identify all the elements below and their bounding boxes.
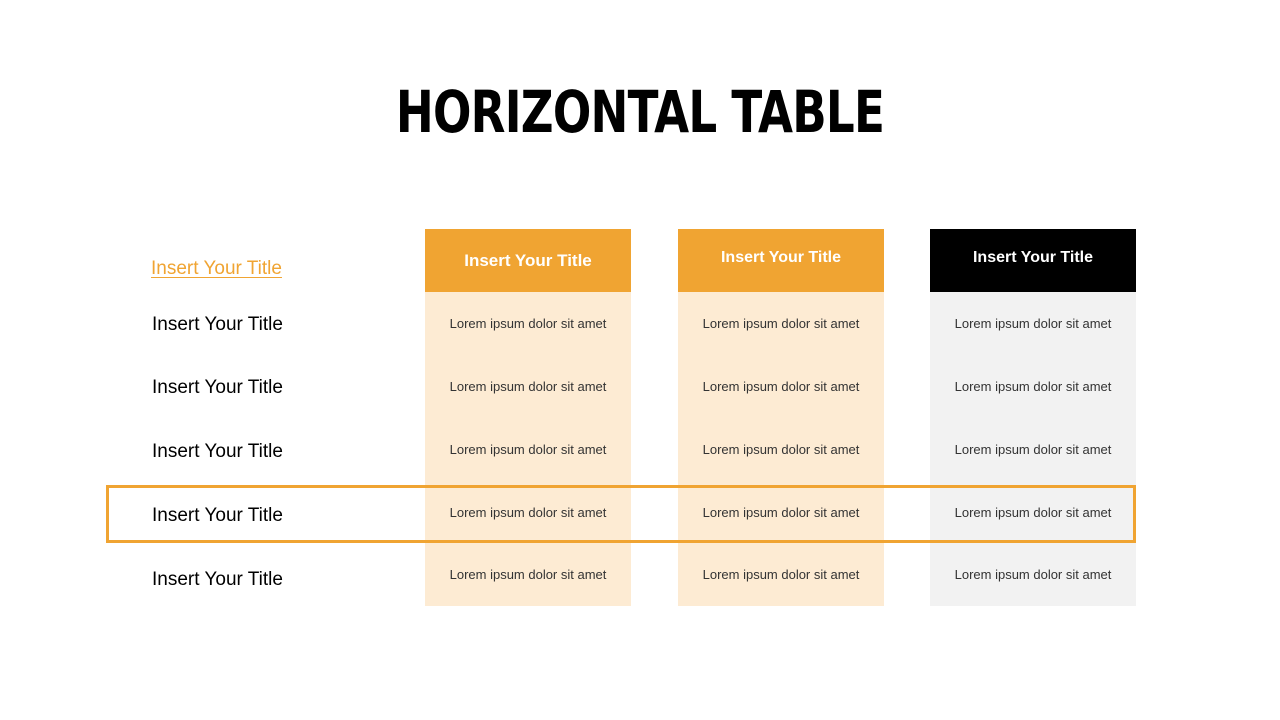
row-label: Insert Your Title <box>152 441 283 462</box>
row-label: Insert Your Title <box>152 569 283 590</box>
table-column-2 <box>678 229 884 606</box>
column-body <box>930 292 1136 606</box>
table-cell: Lorem ipsum dolor sit amet <box>954 442 1112 457</box>
table-cell: Lorem ipsum dolor sit amet <box>449 442 607 457</box>
table-cell: Lorem ipsum dolor sit amet <box>702 442 860 457</box>
header-link[interactable]: Insert Your Title <box>151 258 282 279</box>
column-header <box>930 229 1136 292</box>
column-body <box>678 292 884 606</box>
table-cell: Lorem ipsum dolor sit amet <box>954 505 1112 520</box>
table-cell: Lorem ipsum dolor sit amet <box>954 379 1112 394</box>
table-cell: Lorem ipsum dolor sit amet <box>449 505 607 520</box>
table-cell: Lorem ipsum dolor sit amet <box>954 316 1112 331</box>
column-header <box>678 229 884 292</box>
table-cell: Lorem ipsum dolor sit amet <box>702 505 860 520</box>
table-cell: Lorem ipsum dolor sit amet <box>702 567 860 582</box>
column-header-label: Insert Your Title <box>972 248 1094 266</box>
table-cell: Lorem ipsum dolor sit amet <box>702 379 860 394</box>
column-header-label: Insert Your Title <box>720 248 842 266</box>
row-highlight-frame <box>106 485 1136 543</box>
table-cell: Lorem ipsum dolor sit amet <box>449 567 607 582</box>
column-header-label: Insert Your Title <box>464 250 592 270</box>
row-label: Insert Your Title <box>152 377 283 398</box>
row-label: Insert Your Title <box>152 314 283 335</box>
table-cell: Lorem ipsum dolor sit amet <box>449 316 607 331</box>
row-label: Insert Your Title <box>152 505 283 526</box>
table-column-3 <box>930 229 1136 606</box>
table-cell: Lorem ipsum dolor sit amet <box>702 316 860 331</box>
table-cell: Lorem ipsum dolor sit amet <box>449 379 607 394</box>
slide-title: HORIZONTAL TABLE <box>395 78 885 146</box>
table-column-1 <box>425 229 631 606</box>
column-body <box>425 292 631 606</box>
column-header <box>425 229 631 292</box>
table-cell: Lorem ipsum dolor sit amet <box>954 567 1112 582</box>
